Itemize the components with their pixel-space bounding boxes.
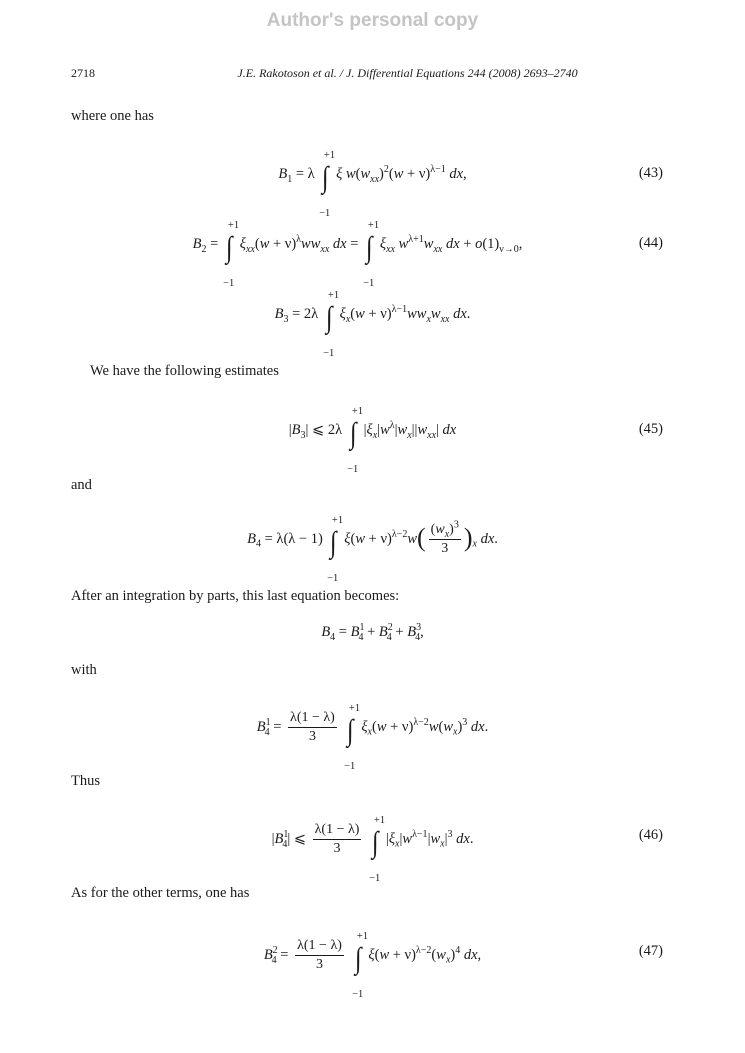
text-thus: Thus xyxy=(71,773,100,789)
equation-b4-sum: $B_4 = B^1_4 + B^2_4 + B^3_4$, xyxy=(321,622,424,643)
text-integration-by-parts: After an integration by parts, this last equation becomes: xyxy=(71,588,400,604)
watermark: Author's personal copy xyxy=(266,10,479,31)
equation-b3-estimate: $|B_3|$ ⩽ 2λ ∫ +1 −1 $|\xi_x|w^\lambda|w_x||w_{xx}|$ dx xyxy=(288,406,457,475)
equation-b3: $B_3 = 2\lambda$ ∫ +1 −1 $\xi_x(w + \nu)^{\lambda-1}ww_xw_{xx}$ dx. xyxy=(274,290,471,359)
equation-number-46: (46) xyxy=(638,827,663,843)
equation-b4-1-estimate: $|B^1_4|$ ⩽ $\frac{\lambda(1 - \lambda)}{3}$ ∫ +1 −1 $|\xi_x|w^{\lambda-1}|w_x|^3$ dx. xyxy=(271,814,474,884)
equation-b1: $B_1 = \lambda$ ∫ +1 −1 ξ $w(w_{xx})^2(w + \nu)^{\lambda-1}$ dx, xyxy=(0,163,745,193)
equation-number-47: (47) xyxy=(638,943,663,959)
text-where-one-has: where one has xyxy=(71,108,154,124)
integral-upper-limit: +1 xyxy=(324,150,336,161)
equation-number-45: (45) xyxy=(638,421,663,437)
equation-b2: $B_2$ = ∫ +1 −1 $\xi_{xx}(w + \nu)^\lambda ww_{xx}$ dx = ∫ +1 −1 $\xi_{xx}$ $w^{\lambda+1}w_{xx}$ dx + $o(1)_{\nu\to 0}$, xyxy=(192,220,523,289)
page-number: 2718 xyxy=(71,66,95,80)
integral-lower-limit: −1 xyxy=(319,208,331,219)
equation-b4-1: $B^1_4$ = $\frac{\lambda(1 - \lambda)}{3}$ ∫ +1 −1 $\xi_x(w + \nu)^{\lambda-2}w(w_x)^3$ dx. xyxy=(256,702,489,772)
running-head: J.E. Rakotoson et al. / J. Differential Equations 244 (2008) 2693–2740 xyxy=(237,66,578,80)
equation-number-44: (44) xyxy=(638,235,663,251)
text-estimates: We have the following estimates xyxy=(90,363,279,379)
equation-b4-2: $B^2_4$ = $\frac{\lambda(1 - \lambda)}{3}$ ∫ +1 −1 $\xi(w + \nu)^{\lambda-2}(w_x)^4$ dx, xyxy=(263,930,482,1000)
text-with: with xyxy=(71,662,97,678)
text-other-terms: As for the other terms, one has xyxy=(71,885,250,901)
equation-b4: $B_4 = \lambda(\lambda - 1)$ ∫ +1 −1 $\xi(w + \nu)^{\lambda-2}w$( $\frac{(w_x)^3}{3}$ )$_x$ dx. xyxy=(247,514,498,584)
equation-number-43: (43) xyxy=(638,165,663,181)
text-and: and xyxy=(71,477,92,493)
